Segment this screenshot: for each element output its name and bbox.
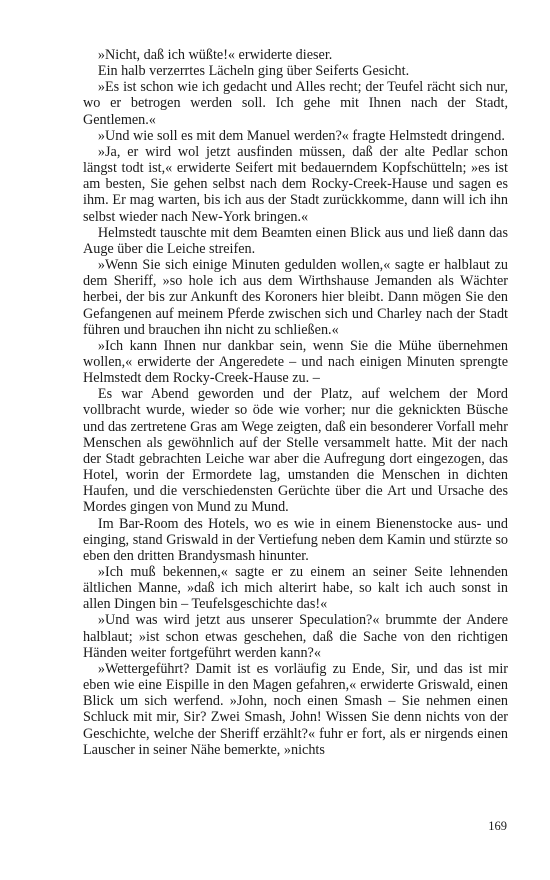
paragraph: »Wenn Sie sich einige Minuten gedulden wollen,« sagte er halblaut zu dem Sheriff, »so hole ich aus dem Wirthshause Jemanden als Wächter herbei, der bis zur Ankunft des Koroners hier bleibt. Dann mögen Sie den Gefangenen auf meinem Pferde zwischen sich und Charley nach der Stadt führen und brauchen ihn nicht zu schließen.«: [83, 257, 508, 338]
paragraph: Ein halb verzerrtes Lächeln ging über Seiferts Gesicht.: [97, 63, 410, 80]
paragraph: »Ja, er wird wol jetzt ausfinden müssen, daß der alte Pedlar schon längst todt ist,« erwiderte Seifert mit bedauerndem Kopfschütteln; »es ist am besten, Sie gehen selbst nach dem Rocky-Creek-Hause und sagen es ihm. Er mag warten, bis ich aus der Stadt zurückkomme, dann will ich ihn selbst wieder nach New-York bringen.«: [83, 143, 508, 225]
paragraph: »Wettergeführt? Damit ist es vorläufig zu Ende, Sir, und das ist mir eben wie eine Eispille in den Magen gefahren,« erwiderte Griswald, einen Blick um sich werfend. »John, noch einen Smash – Sie nehmen einen Schluck mit mir, Sir? Zwei Smash, John! Wissen Sie denn nichts von der Geschichte, welche der Sheriff erzählt?« fuhr er fort, als er nirgends einen Lauscher in seiner Nähe bemerkte, »nichts: [83, 660, 508, 758]
page-number: 169: [488, 819, 507, 833]
paragraph: Es war Abend geworden und der Platz, auf welchem der Mord vollbracht wurde, wieder so öde wie vorher; nur die geknickten Büsche und das zertretene Gras am Wege zeigten, daß ein besonderer Vorfall mehr Menschen als gewöhnlich auf der Stelle versammelt hatte. Mit der nach der Stadt gebrachten Leiche war aber die Aufregung dort eingezogen, das Hotel, worin der Ermordete lag, umstanden die Menschen in dichten Haufen, und die verschiedensten Gerüchte über die Art und Ursache des Mordes gingen von Mund zu Mund.: [83, 386, 508, 516]
paragraph: »Ich kann Ihnen nur dankbar sein, wenn Sie die Mühe übernehmen wollen,« erwiderte der Angeredete – und nach einigen Minuten sprengte Helmstedt dem Rocky-Creek-Hause zu. –: [83, 337, 508, 387]
paragraph: »Nicht, daß ich wüßte!« erwiderte dieser.: [97, 47, 333, 63]
paragraph: »Ich muß bekennen,« sagte er zu einem an seiner Seite lehnenden ältlichen Manne, »daß ich mich alterirt habe, so kalt ich auch sonst in allen Dingen bin – Teufelsgeschichte das!«: [83, 564, 508, 613]
paragraph: »Es ist schon wie ich gedacht und Alles recht; der Teufel rächt sich nur, wo er betrogen werden soll. Ich gehe mit Ihnen nach der Stadt, Gentlemen.«: [83, 79, 508, 128]
paragraph: »Und was wird jetzt aus unserer Speculation?« brummte der Andere halblaut; »ist schon etwas geschehen, daß die Sache von den richtigen Händen weiter fortgeführt werden kann?«: [83, 612, 508, 661]
page-body: [83, 47, 508, 758]
paragraph: Im Bar-Room des Hotels, wo es wie in einem Bienenstocke aus- und einging, stand Griswald in der Vertiefung neben dem Kamin und stürzte so eben den dritten Brandysmash hinunter.: [83, 515, 508, 564]
paragraph: Helmstedt tauschte mit dem Beamten einen Blick aus und ließ dann das Auge über die Leiche streifen.: [83, 224, 508, 257]
paragraph: »Und wie soll es mit dem Manuel werden?« fragte Helmstedt dringend.: [97, 127, 505, 144]
